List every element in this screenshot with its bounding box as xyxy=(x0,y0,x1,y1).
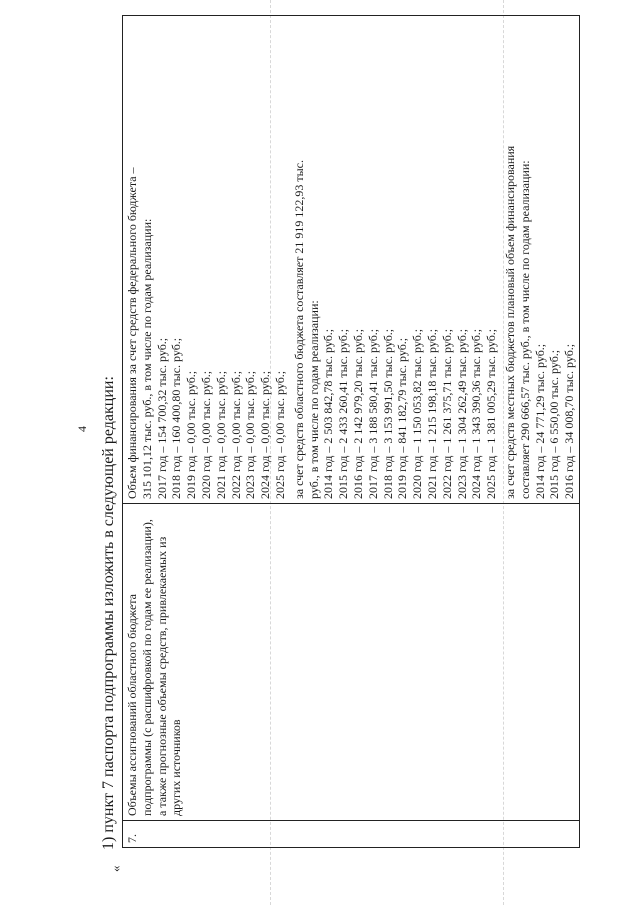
amendment-heading: 1) пункт 7 паспорта подпрограммы изложить в следующей редакции: xyxy=(100,376,117,850)
regional-year-line: 2017 год – 3 188 580,41 тыс. руб.; xyxy=(365,328,380,499)
regional-year-line: 2020 год – 1 150 053,82 тыс. руб.; xyxy=(410,328,425,499)
regional-year-line: 2015 год – 2 433 260,41 тыс. руб.; xyxy=(336,328,351,499)
table-row xyxy=(123,16,580,848)
regional-year-line: 2024 год – 1 343 390,36 тыс. руб.; xyxy=(469,328,484,499)
local-year-line: 2015 год – 6 550,00 тыс. руб.; xyxy=(547,349,562,499)
regional-year-line: 2022 год – 1 261 375,71 тыс. руб.; xyxy=(439,328,454,499)
federal-year-line: 2019 год – 0,00 тыс. руб.; xyxy=(184,370,199,499)
regional-intro-line: руб., в том числе по годам реализации: xyxy=(306,300,321,499)
federal-year-line: 2020 год – 0,00 тыс. руб.; xyxy=(198,370,213,499)
row-value-cell xyxy=(123,16,580,504)
federal-year-line: 2023 год – 0,00 тыс. руб.; xyxy=(243,370,258,499)
row-number: 7. xyxy=(125,834,139,843)
local-intro-line: составляет 290 666,57 тыс. руб., в том числе по годам реализации: xyxy=(517,160,532,499)
name-line: подпрограммы (с расшифровкой по годам ее реализации), xyxy=(139,519,154,816)
opening-quote: « xyxy=(108,865,123,872)
regional-year-line: 2023 год – 1 304 262,49 тыс. руб.; xyxy=(454,328,469,499)
name-line: других источников xyxy=(169,719,184,816)
regional-year-line: 2019 год – 841 182,79 тыс. руб.; xyxy=(395,337,410,499)
page-number: 4 xyxy=(75,426,89,432)
regional-intro-line: за счет средств областного бюджета составляет 21 919 122,93 тыс. xyxy=(291,160,306,499)
federal-year-line: 2024 год – 0,00 тыс. руб.; xyxy=(258,370,273,499)
name-line: а также прогнозные объемы средств, привлекаемых из xyxy=(154,536,169,816)
regional-year-line: 2016 год – 2 142 979,20 тыс. руб.; xyxy=(350,328,365,499)
name-line: Объемы ассигнований областного бюджета xyxy=(125,594,139,816)
federal-year-line: 2025 год – 0,00 тыс. руб.; xyxy=(272,370,287,499)
passport-table xyxy=(122,15,580,848)
local-budget-block xyxy=(503,20,577,499)
federal-budget-block xyxy=(125,20,288,499)
local-year-line: 2016 год – 34 008,70 тыс. руб.; xyxy=(562,343,577,499)
federal-intro-line: 315 101,12 тыс. руб., в том числе по годам реализации: xyxy=(139,218,154,499)
regional-year-line: 2014 год – 2 503 842,78 тыс. руб.; xyxy=(321,328,336,499)
federal-year-line: 2022 год – 0,00 тыс. руб.; xyxy=(228,370,243,499)
regional-year-line: 2018 год – 3 153 991,50 тыс. руб.; xyxy=(380,328,395,499)
local-year-line: 2014 год – 24 771,29 тыс. руб.; xyxy=(532,343,547,499)
federal-intro-line: Объем финансирования за счет средств федерального бюджета – xyxy=(125,167,139,499)
local-intro-line: за счет средств местных бюджетов плановый объем финансирования xyxy=(502,145,517,499)
row-number-cell xyxy=(123,821,580,848)
regional-year-line: 2021 год – 1 215 198,18 тыс. руб.; xyxy=(424,328,439,499)
federal-year-line: 2017 год – 154 700,32 тыс. руб.; xyxy=(154,337,169,499)
regional-budget-block xyxy=(292,20,499,499)
federal-year-line: 2018 год – 160 400,80 тыс. руб.; xyxy=(169,337,184,499)
regional-year-line: 2025 год – 1 381 005,29 тыс. руб.; xyxy=(484,328,499,499)
row-name-cell xyxy=(123,504,580,821)
federal-year-line: 2021 год – 0,00 тыс. руб.; xyxy=(213,370,228,499)
